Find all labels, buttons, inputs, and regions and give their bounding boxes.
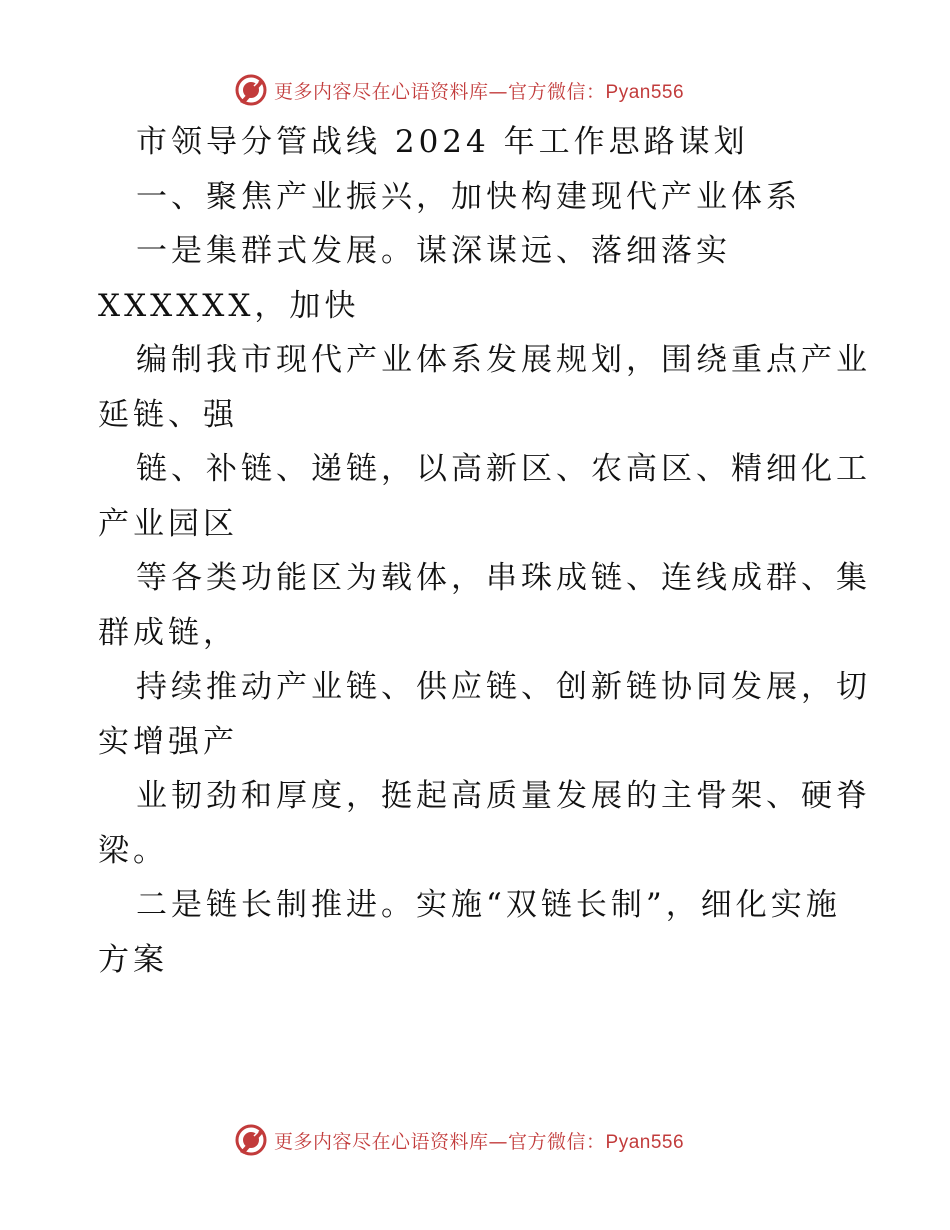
text-line: 产业园区 [98,505,238,542]
text-line: 市领导分管战线 2024 年工作思路谋划 [136,124,749,160]
text-line: 群成链， [98,614,238,651]
text-line: XXXXXX，加快 [98,287,360,324]
text-line: 持续推动产业链、供应链、创新链协同发展，切 [136,669,871,705]
text-line: 方案 [98,941,168,978]
watermark-banner-bottom [234,1122,684,1158]
text-line: 链、补链、递链，以高新区、农高区、精细化工 [136,451,871,487]
text-line: 编制我市现代产业体系发展规划，围绕重点产业 [136,342,871,378]
watermark-text: 更多内容尽在心语资料库—官方微信：Pyan556 [274,80,685,103]
document-body [98,122,871,994]
text-line: 延链、强 [98,396,238,433]
quill-logo-icon [234,73,268,107]
watermark-banner-top [234,72,684,108]
text-line: 一、聚焦产业振兴，加快构建现代产业体系 [136,178,801,215]
text-line: 梁。 [98,832,168,869]
text-line: 实增强产 [98,723,238,760]
text-line: 一是集群式发展。谋深谋远、落细落实 [136,233,731,269]
text-line: 等各类功能区为载体，串珠成链、连线成群、集 [136,560,871,596]
watermark-text: 更多内容尽在心语资料库—官方微信：Pyan556 [274,1130,685,1153]
text-line: 二是链长制推进。实施“双链长制”，细化实施 [136,887,841,923]
text-line: 业韧劲和厚度，挺起高质量发展的主骨架、硬脊 [136,778,871,814]
quill-logo-icon [234,1123,268,1157]
